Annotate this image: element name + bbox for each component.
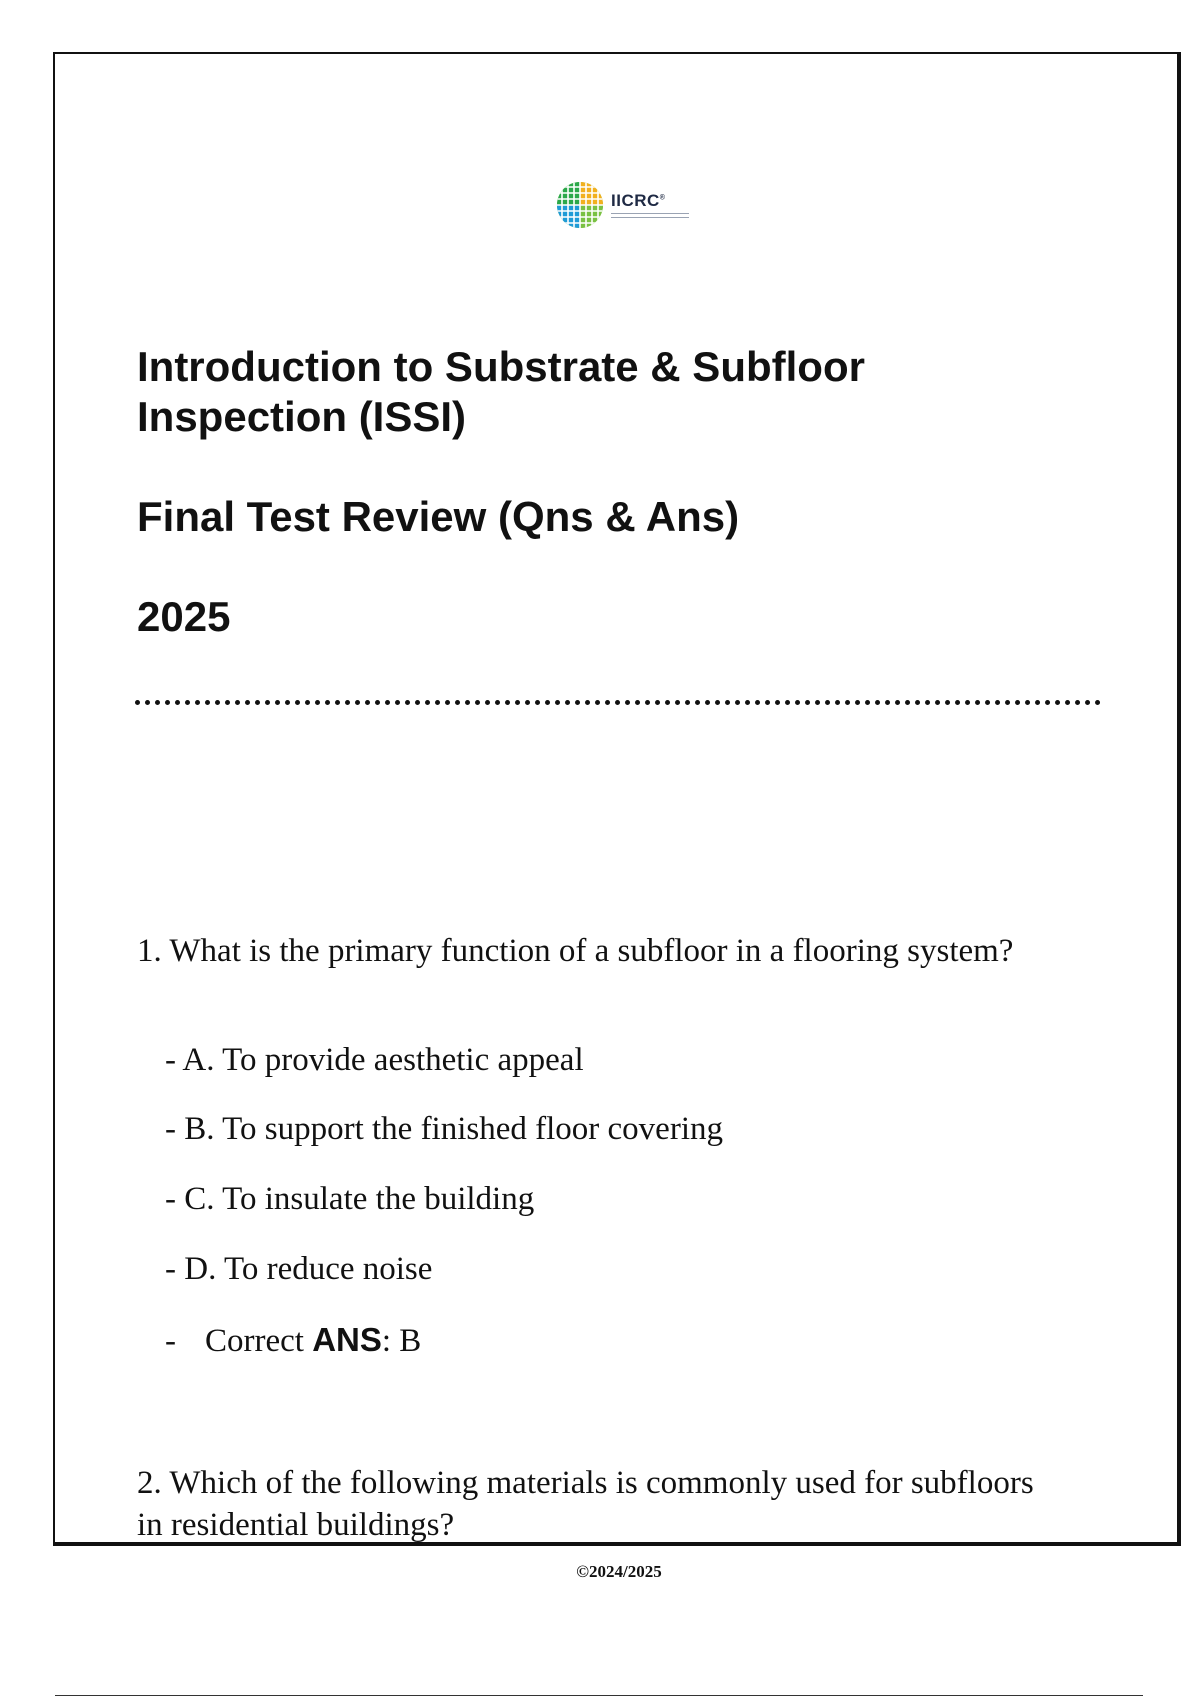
document-page <box>53 52 1181 1581</box>
iicrc-logo <box>555 180 689 230</box>
answer-dash: - <box>165 1323 176 1359</box>
option-c: - C. To insulate the building <box>165 1181 535 1217</box>
globe-grid-icon <box>555 180 605 230</box>
logo-tagline-lines <box>611 213 689 218</box>
question-2: 2. Which of the following materials is commonly used for subfloors in residential buildings? <box>137 1465 1034 1543</box>
question-1: 1. What is the primary function of a subfloor in a flooring system? <box>137 933 1014 969</box>
answer-prefix: Correct <box>205 1323 313 1359</box>
answer-label: ANS <box>312 1321 382 1358</box>
option-b: - B. To support the finished floor covering <box>165 1111 723 1147</box>
document-title: Introduction to Substrate & Subfloor Inspection (ISSI) <box>137 343 865 440</box>
logo-registered-mark: ® <box>659 194 666 202</box>
answer-value: : B <box>381 1323 422 1359</box>
logo-name: IICRC <box>611 191 660 210</box>
option-a: - A. To provide aesthetic appeal <box>165 1042 584 1078</box>
correct-answer <box>165 1320 421 1361</box>
bottom-rule <box>55 1695 1143 1696</box>
dotted-divider <box>135 700 1101 705</box>
copyright-footer: ©2024/2025 <box>576 1562 662 1581</box>
option-d: - D. To reduce noise <box>165 1251 433 1287</box>
document-subtitle: Final Test Review (Qns & Ans) <box>137 493 740 540</box>
document-year: 2025 <box>137 593 231 640</box>
logo-wordmark <box>611 192 689 218</box>
